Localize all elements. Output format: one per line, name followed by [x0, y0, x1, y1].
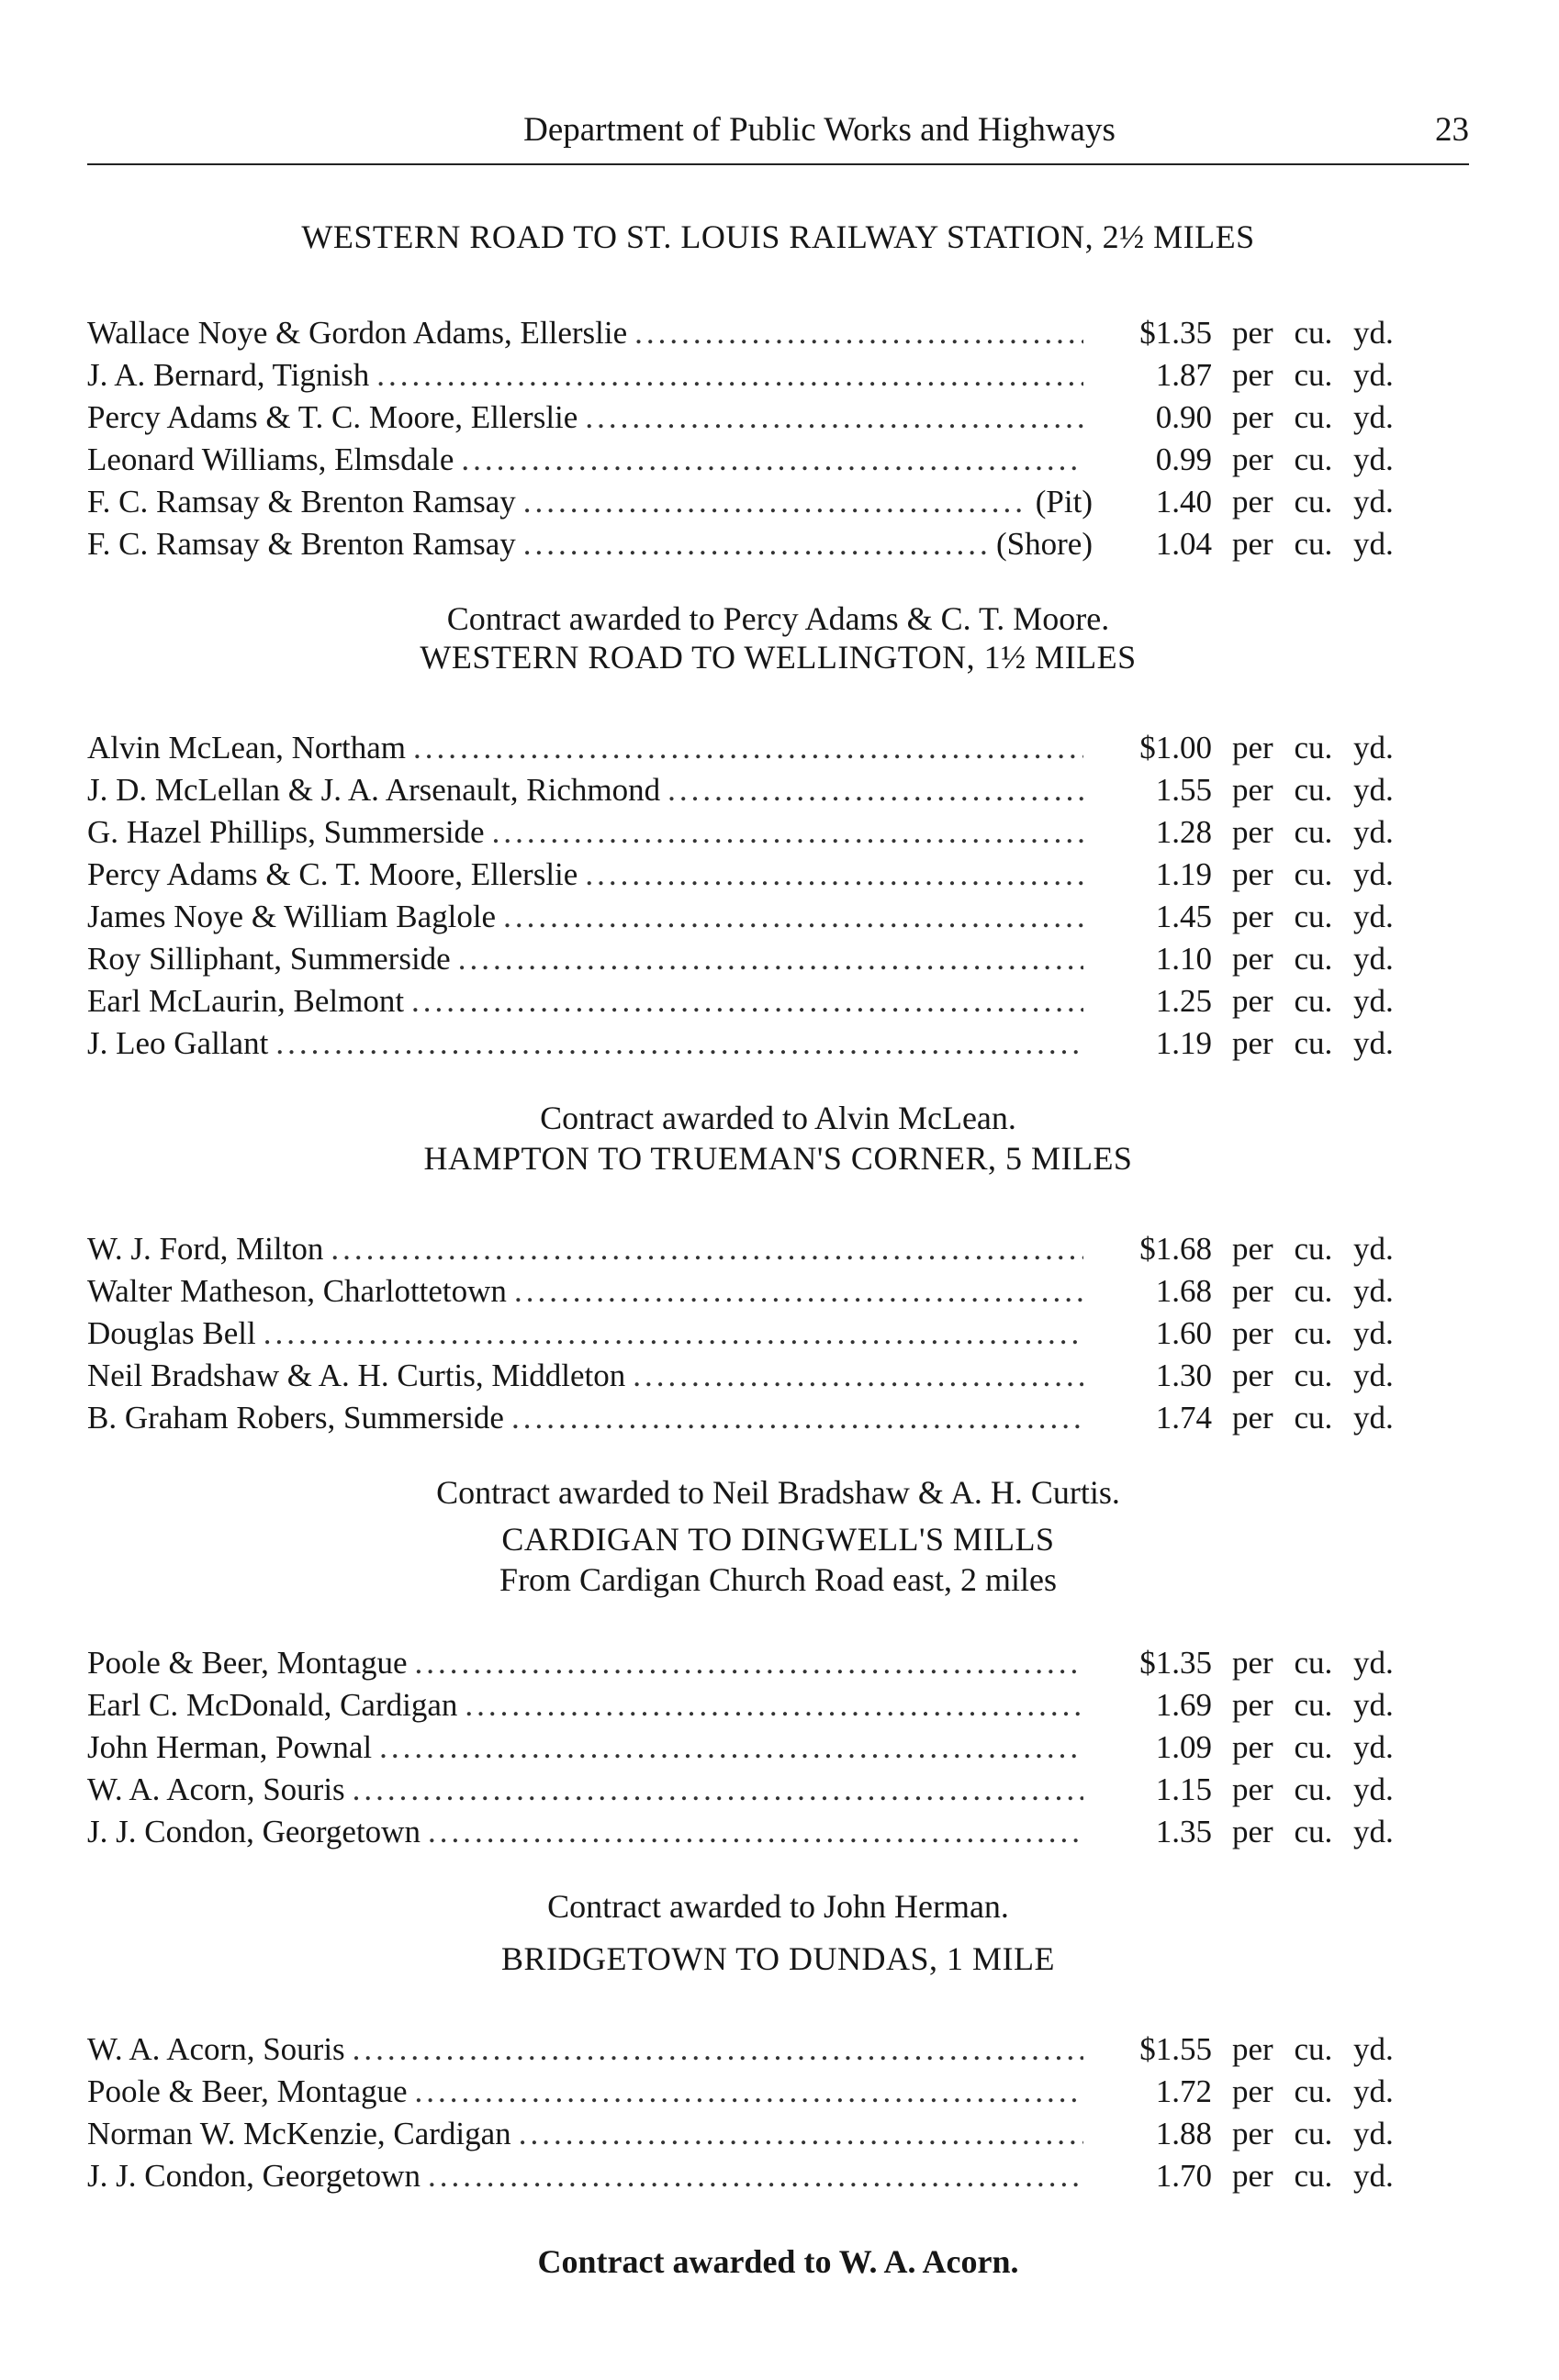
bidder-name: Leonard Williams, Elmsdale [87, 441, 454, 477]
bid-price: 1.72 [1155, 2073, 1212, 2109]
bid-row [87, 2028, 1469, 2071]
bid-unit: per cu. yd. [1232, 1400, 1394, 1436]
section-wellington [87, 637, 1469, 1138]
bidder-name: J. A. Bernard, Tignish [87, 357, 370, 393]
dot-leader [411, 980, 1083, 1022]
bid-row [87, 1228, 1469, 1270]
bid-row [87, 354, 1469, 397]
bid-list [87, 312, 1469, 565]
bidder-name: Alvin McLean, Northam [87, 730, 406, 765]
bid-unit: per cu. yd. [1232, 856, 1394, 892]
bid-row [87, 938, 1469, 980]
contract-award: Contract awarded to W. A. Acorn. [537, 2243, 1019, 2280]
dot-leader [492, 811, 1083, 854]
bid-unit: per cu. yd. [1232, 1025, 1394, 1061]
dot-leader [519, 2113, 1083, 2155]
bid-row [87, 1642, 1469, 1684]
contract-award: Contract awarded to John Herman. [547, 1888, 1009, 1925]
bid-unit: per cu. yd. [1232, 1687, 1394, 1723]
bid-price: 1.19 [1155, 856, 1212, 892]
bid-row [87, 1811, 1469, 1853]
bidder-name: J. Leo Gallant [87, 1025, 269, 1061]
dot-leader [428, 1811, 1083, 1853]
section-bridgetown [87, 1939, 1469, 2282]
bidder-name: Percy Adams & T. C. Moore, Ellerslie [87, 399, 578, 435]
bid-unit: per cu. yd. [1232, 2116, 1394, 2151]
bidder-name: F. C. Ramsay & Brenton Ramsay [87, 484, 516, 520]
dot-leader [428, 2155, 1083, 2197]
bidder-name: W. A. Acorn, Souris [87, 2031, 345, 2067]
contract-award: Contract awarded to Percy Adams & C. T. Moore. [446, 600, 1110, 637]
bid-row [87, 1313, 1469, 1355]
bid-unit: per cu. yd. [1232, 941, 1394, 977]
bid-unit: per cu. yd. [1232, 983, 1394, 1019]
bid-price: $1.55 [1139, 2031, 1212, 2067]
bid-price: $1.00 [1139, 730, 1212, 765]
bid-row [87, 769, 1469, 811]
dot-leader [413, 727, 1083, 769]
bid-unit: per cu. yd. [1232, 1814, 1394, 1849]
bid-note: (Pit) [1035, 484, 1093, 520]
bid-price: $1.68 [1139, 1231, 1212, 1267]
bidder-name: Earl C. McDonald, Cardigan [87, 1687, 458, 1723]
section-st-louis [87, 217, 1469, 639]
bid-unit: per cu. yd. [1232, 899, 1394, 934]
bid-price: 1.04 [1155, 526, 1212, 562]
dot-leader [376, 354, 1083, 397]
bid-price: 1.55 [1155, 772, 1212, 808]
bidder-name: W. J. Ford, Milton [87, 1231, 324, 1267]
bid-price: 1.45 [1155, 899, 1212, 934]
bidder-name: Neil Bradshaw & A. H. Curtis, Middleton [87, 1358, 626, 1393]
header-rule [87, 163, 1469, 165]
bid-unit: per cu. yd. [1232, 1231, 1394, 1267]
bid-row [87, 1397, 1469, 1439]
bid-price: $1.35 [1139, 1645, 1212, 1681]
bidder-name: Earl McLaurin, Belmont [87, 983, 405, 1019]
bid-row [87, 523, 1469, 565]
bid-price: 1.19 [1155, 1025, 1212, 1061]
dot-leader [585, 397, 1083, 439]
dot-leader [633, 1355, 1083, 1397]
bid-row [87, 896, 1469, 938]
bid-price: 1.69 [1155, 1687, 1212, 1723]
bidder-name: J. D. McLellan & J. A. Arsenault, Richmond [87, 772, 661, 808]
bid-price: 1.68 [1155, 1273, 1212, 1309]
bid-price: 1.35 [1155, 1814, 1212, 1849]
bid-row [87, 980, 1469, 1022]
bid-unit: per cu. yd. [1232, 1273, 1394, 1309]
bidder-name: J. J. Condon, Georgetown [87, 2158, 421, 2194]
bid-unit: per cu. yd. [1232, 357, 1394, 393]
bid-price: 1.25 [1155, 983, 1212, 1019]
bidder-name: J. J. Condon, Georgetown [87, 1814, 421, 1849]
bid-row [87, 481, 1469, 523]
section-title: WESTERN ROAD TO ST. LOUIS RAILWAY STATION, 2½ MILES [301, 218, 1255, 255]
bidder-name: Walter Matheson, Charlottetown [87, 1273, 507, 1309]
bid-unit: per cu. yd. [1232, 315, 1394, 351]
bidder-name: B. Graham Robers, Summerside [87, 1400, 504, 1436]
bid-list [87, 1642, 1469, 1853]
bid-price: 1.74 [1155, 1400, 1212, 1436]
section-hampton [87, 1138, 1469, 1513]
bid-price: 1.88 [1155, 2116, 1212, 2151]
bid-row [87, 727, 1469, 769]
dot-leader [523, 523, 987, 565]
section-subtitle: From Cardigan Church Road east, 2 miles [499, 1561, 1057, 1598]
bid-list [87, 2028, 1469, 2197]
bid-row [87, 397, 1469, 439]
dot-leader [415, 2071, 1083, 2113]
bid-row [87, 2071, 1469, 2113]
bidder-name: F. C. Ramsay & Brenton Ramsay [87, 526, 516, 562]
bid-unit: per cu. yd. [1232, 1645, 1394, 1681]
dot-leader [353, 2028, 1083, 2071]
dot-leader [264, 1313, 1083, 1355]
dot-leader [379, 1726, 1083, 1769]
bidder-name: Percy Adams & C. T. Moore, Ellerslie [87, 856, 578, 892]
bid-row [87, 1769, 1469, 1811]
bid-price: 1.70 [1155, 2158, 1212, 2194]
bidder-name: John Herman, Pownal [87, 1729, 373, 1765]
bidder-name: W. A. Acorn, Souris [87, 1771, 345, 1807]
dot-leader [503, 896, 1083, 938]
contract-award: Contract awarded to Alvin McLean. [540, 1100, 1016, 1136]
bid-list [87, 1228, 1469, 1439]
bid-row [87, 854, 1469, 896]
bid-unit: per cu. yd. [1232, 2031, 1394, 2067]
bid-price: 1.28 [1155, 814, 1212, 850]
bid-row [87, 1355, 1469, 1397]
bid-price: 1.40 [1155, 484, 1212, 520]
bid-unit: per cu. yd. [1232, 2158, 1394, 2194]
bid-row [87, 1270, 1469, 1313]
bid-unit: per cu. yd. [1232, 814, 1394, 850]
bid-unit: per cu. yd. [1232, 1771, 1394, 1807]
bid-price: 1.09 [1155, 1729, 1212, 1765]
bid-row [87, 312, 1469, 354]
bidder-name: Douglas Bell [87, 1315, 256, 1351]
bidder-name: Roy Silliphant, Summerside [87, 941, 451, 977]
dot-leader [514, 1270, 1083, 1313]
bidder-name: Poole & Beer, Montague [87, 2073, 408, 2109]
bid-price: $1.35 [1139, 315, 1212, 351]
bid-row [87, 439, 1469, 481]
section-title: HAMPTON TO TRUEMAN'S CORNER, 5 MILES [423, 1140, 1133, 1177]
dot-leader [667, 769, 1083, 811]
bid-row [87, 2155, 1469, 2197]
bidder-name: Wallace Noye & Gordon Adams, Ellerslie [87, 315, 628, 351]
bidder-name: Norman W. McKenzie, Cardigan [87, 2116, 511, 2151]
bid-note: (Shore) [996, 526, 1093, 562]
dot-leader [461, 439, 1083, 481]
bid-row [87, 1022, 1469, 1065]
bid-row [87, 2113, 1469, 2155]
dot-leader [458, 938, 1083, 980]
bid-row [87, 1684, 1469, 1726]
bid-unit: per cu. yd. [1232, 772, 1394, 808]
bid-price: 0.90 [1155, 399, 1212, 435]
dot-leader [353, 1769, 1083, 1811]
section-title: CARDIGAN TO DINGWELL'S MILLS [501, 1521, 1055, 1558]
bid-unit: per cu. yd. [1232, 1358, 1394, 1393]
dot-leader [415, 1642, 1083, 1684]
bid-price: 0.99 [1155, 441, 1212, 477]
bid-unit: per cu. yd. [1232, 399, 1394, 435]
bid-unit: per cu. yd. [1232, 441, 1394, 477]
header-title: Department of Public Works and Highways [523, 111, 1116, 149]
bid-unit: per cu. yd. [1232, 484, 1394, 520]
bid-price: 1.60 [1155, 1315, 1212, 1351]
dot-leader [523, 481, 1026, 523]
dot-leader [511, 1397, 1083, 1439]
page-header [87, 103, 1469, 158]
bid-price: 1.15 [1155, 1771, 1212, 1807]
dot-leader [585, 854, 1083, 896]
dot-leader [465, 1684, 1083, 1726]
bid-row [87, 811, 1469, 854]
bid-list [87, 727, 1469, 1065]
bid-unit: per cu. yd. [1232, 526, 1394, 562]
section-title: WESTERN ROAD TO WELLINGTON, 1½ MILES [420, 639, 1137, 676]
bid-unit: per cu. yd. [1232, 1729, 1394, 1765]
dot-leader [634, 312, 1083, 354]
section-cardigan [87, 1519, 1469, 1927]
bid-price: 1.87 [1155, 357, 1212, 393]
dot-leader [331, 1228, 1083, 1270]
bidder-name: G. Hazel Phillips, Summerside [87, 814, 485, 850]
dot-leader [275, 1022, 1083, 1065]
bidder-name: James Noye & William Baglole [87, 899, 497, 934]
bidder-name: Poole & Beer, Montague [87, 1645, 408, 1681]
bid-row [87, 1726, 1469, 1769]
bid-unit: per cu. yd. [1232, 2073, 1394, 2109]
page-number: 23 [1435, 111, 1469, 149]
section-title: BRIDGETOWN TO DUNDAS, 1 MILE [501, 1940, 1055, 1977]
bid-unit: per cu. yd. [1232, 730, 1394, 765]
bid-unit: per cu. yd. [1232, 1315, 1394, 1351]
contract-award: Contract awarded to Neil Bradshaw & A. H. Curtis. [436, 1474, 1120, 1511]
bid-price: 1.30 [1155, 1358, 1212, 1393]
bid-price: 1.10 [1155, 941, 1212, 977]
